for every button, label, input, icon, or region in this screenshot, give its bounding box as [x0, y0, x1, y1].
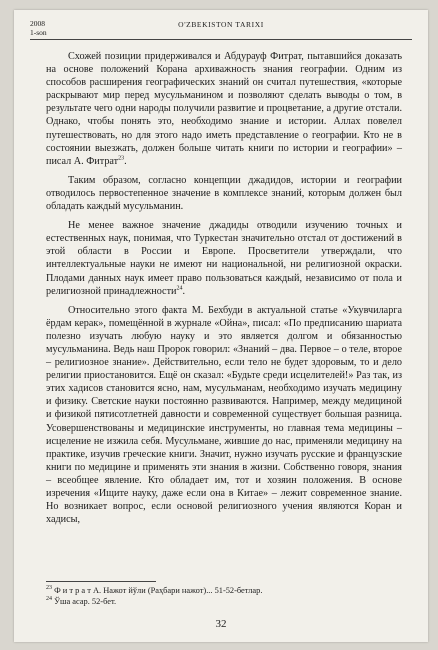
paragraph-2: Таким образом, согласно концепции джадидов, истории и географии отводилось первостепенное значение в комплексе знаний, которым должен был обладать каждый мусульманин.: [46, 174, 402, 213]
paragraph-1: Схожей позиции придерживался и Абдурауф Фитрат, пытавшийся доказать на основе положений Корана архиважность знания географии. Одним из способов расширения географических знаний он считал путешествия, «которые раскрывают мир перед мусульманином и позволяют сделать выводы о том, в результате чего одни народы получили развитие и процветание, а другие отстали. Однако, чтобы понять это, необходимо знание и истории. Аллах повелел путешествовать, но для этого надо иметь представление о географии. Кто не в состоянии выезжать, должен больше читать книги по истории и географии» – писал А. Фитрат$^{23}$.: [46, 51, 402, 167]
journal-title: O'ZBEKISTON TARIXI: [178, 20, 264, 29]
article-body: [46, 50, 402, 532]
journal-page: [14, 10, 428, 642]
header-year: 2008: [30, 19, 45, 28]
page-number: 32: [215, 618, 227, 630]
header-issue: 1-son: [30, 27, 47, 37]
header-divider: [30, 39, 412, 40]
footnotes: [46, 585, 402, 607]
footnote-ref-24[interactable]: 24: [176, 285, 183, 292]
paragraph-4: Относительно этого факта М. Бехбуди в актуальной статье «Укувчиларга ёрдам керак», помещённой в журнале «Ойна», писал: «По предписанию шариата полезно изучать любую науку и это является долгом и обязанностью мусульманина. Ведь наш Пророк говорил: «Знаний – два. Первое – о теле, второе – религиозное знание». Действительно, если тело не будет здоровым, то и дело религии приостановится. Ещё он сказал: «Будьте среди исцелителей!» Раз так, из этих хадисов становится ясно, нам, мусульманам, необходимо изучать медицину и физику. Светские науки постоянно развиваются. Например, между медициной и физикой пятисотлетней давности и современной существует большая разница. Усовершенствованы и медицинские инструменты, но главная тема медицины – исцеление не изжила себя. Мусульмане, жившие до нас, применяли медицину на практике, изучив греческие книги. Значит, нужно изучать русские и французские книги по медицине и применять эти знания в жизни. Собственно говоря, знания – всеобщее явление. Кто обладает им, тот и хозяин положения. В основе изречения «Ищите науку, даже если она в Китае» – лежит современное знание. Но возникает вопрос, если основой религиозного учения являются Коран и хадисы,: [46, 304, 402, 526]
footnote-23: $^{23}$ Ф и т р а т А. Нажот йўли (Раҳбари нажот)... 51-52-бетлар.: [46, 585, 263, 595]
footnote-24: $^{24}$ Ўша асар. 52-бет.: [46, 596, 117, 606]
footnote-divider: [46, 581, 156, 582]
footnote-ref-23[interactable]: 23: [118, 155, 125, 162]
paragraph-3: Не менее важное значение джадиды отводили изучению точных и естественных наук, понимая, что Туркестан значительно отстал от достижений в этой области в России и Европе. Просветители утверждали, что интеллектуальные науки не имеют ни национальной, ни религиозной окраски. Плодами данных наук имеет право пользоваться каждый, независимо от пола и религиозной принадлежности$^{24}$.: [46, 220, 402, 297]
